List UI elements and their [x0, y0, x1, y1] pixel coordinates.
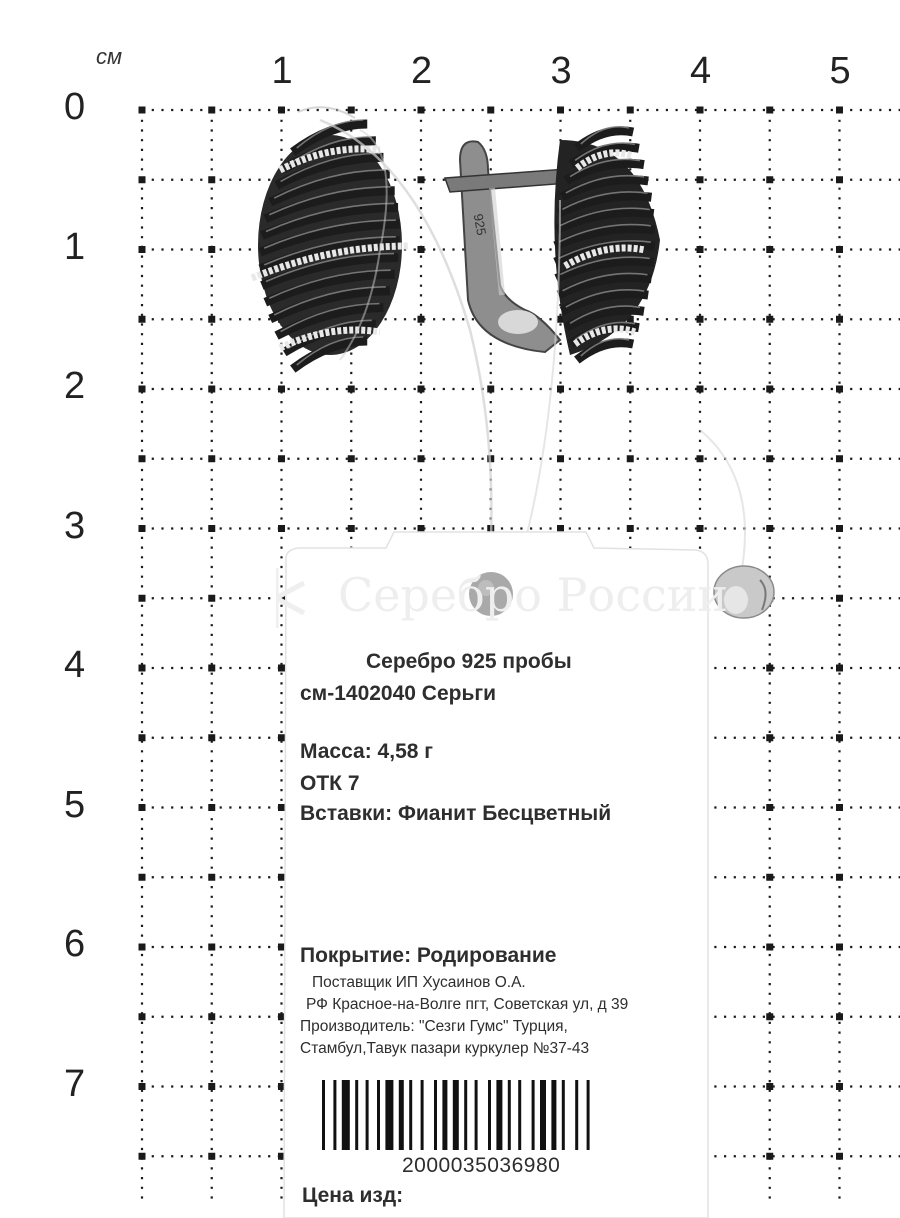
left-axis-number: 6 — [64, 923, 85, 966]
inserts-line: Вставки: Фианит Бесцветный — [300, 802, 611, 826]
barcode-number: 2000035036980 — [402, 1154, 560, 1178]
top-axis-number: 2 — [411, 50, 432, 93]
left-axis-number: 5 — [64, 784, 85, 827]
top-axis-number: 1 — [272, 50, 293, 93]
metal-line: Серебро 925 пробы — [366, 650, 572, 674]
left-earring — [252, 107, 408, 369]
left-axis-number: 4 — [64, 644, 85, 687]
hallmark-stamp: 925 — [471, 213, 490, 237]
top-axis-number: 4 — [690, 50, 711, 93]
left-axis-number: 0 — [64, 86, 85, 129]
coating-line: Покрытие: Родирование — [300, 944, 556, 968]
otk-line: ОТК 7 — [300, 772, 360, 796]
price-tag — [276, 528, 710, 1218]
tag-body — [276, 528, 710, 1218]
supplier-address-line: РФ Красное-на-Волге пгт, Советская ул, д 39 — [306, 996, 628, 1014]
left-axis-number: 2 — [64, 365, 85, 408]
mass-line: Масса: 4,58 г — [300, 740, 433, 764]
top-axis-number: 3 — [551, 50, 572, 93]
manufacturer-line: Производитель: "Сезги Гумс" Турция, — [300, 1018, 568, 1036]
right-earring — [445, 127, 660, 360]
manufacturer-address-line: Стамбул,Тавук пазари куркулер №37-43 — [300, 1040, 589, 1058]
top-axis-number: 5 — [830, 50, 851, 93]
left-axis-number: 1 — [64, 226, 85, 269]
left-axis-number: 7 — [64, 1063, 85, 1106]
price-label: Цена изд: — [302, 1184, 403, 1208]
left-axis-number: 3 — [64, 505, 85, 548]
article-line: см-1402040 Серьги — [300, 682, 496, 706]
supplier-line: Поставщик ИП Хусаинов О.А. — [312, 974, 526, 992]
unit-label: см — [96, 44, 122, 70]
brand-watermark: Серебро России — [338, 568, 728, 622]
